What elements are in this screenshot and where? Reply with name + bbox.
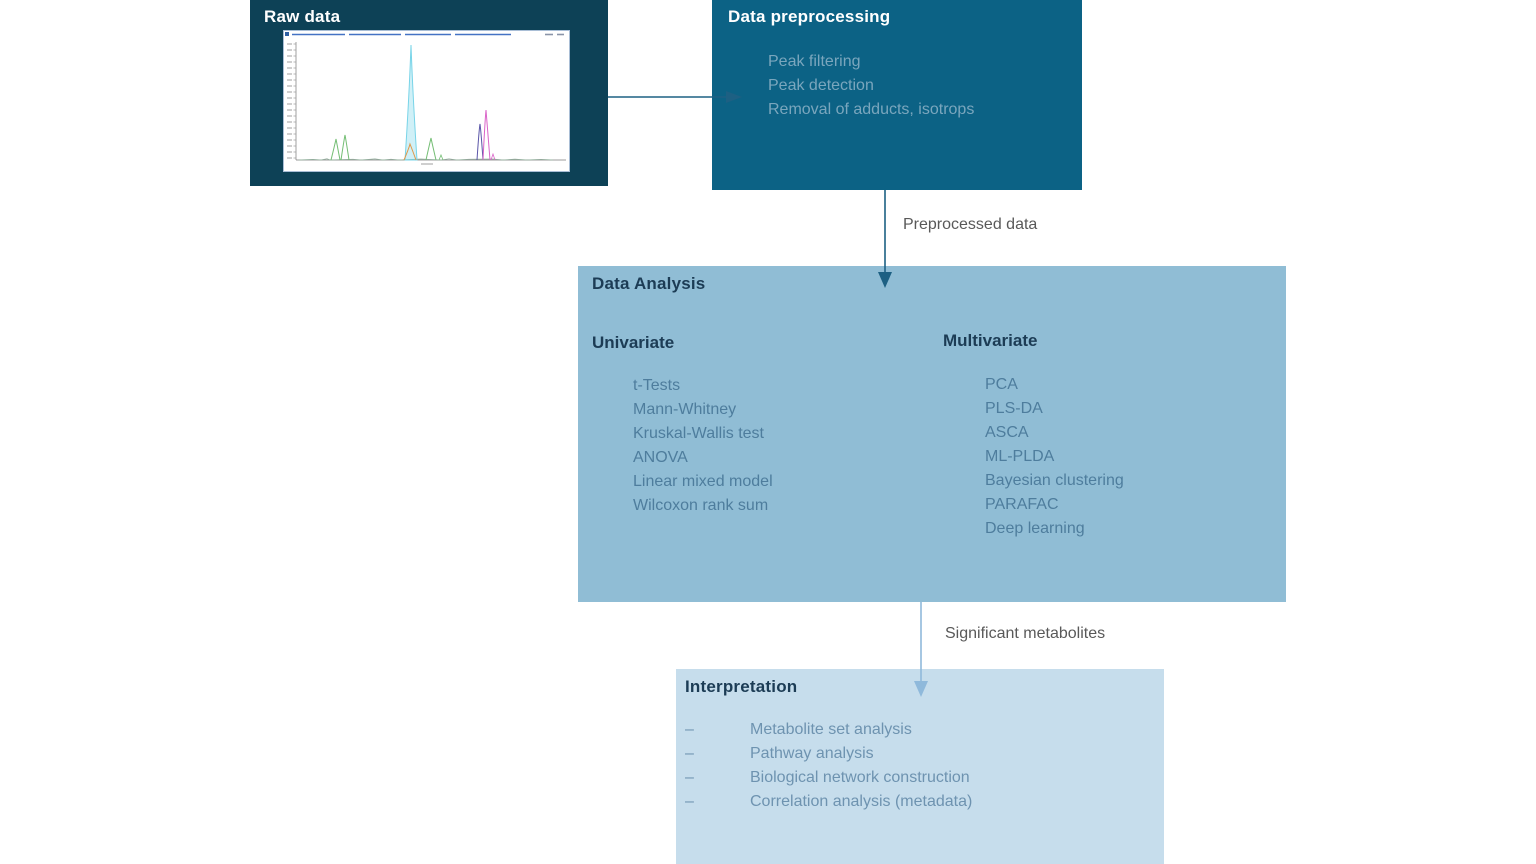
multivariate-method: PCA (985, 376, 1018, 393)
preprocessing-item: Peak detection (768, 77, 874, 94)
raw-data-title: Raw data (264, 7, 341, 26)
interpretation-item-label: Correlation analysis (metadata) (750, 793, 973, 810)
univariate-method: t-Tests (633, 377, 681, 394)
multivariate-method: Bayesian clustering (985, 472, 1124, 489)
significant-metabolites-label: Significant metabolites (945, 625, 1106, 642)
univariate-title: Univariate (592, 333, 675, 352)
dash-bullet: – (685, 769, 694, 786)
preprocessing-item-list (768, 50, 974, 122)
data-analysis-box (578, 266, 1286, 602)
univariate-method: Linear mixed model (633, 473, 773, 490)
multivariate-method: Deep learning (985, 520, 1085, 537)
multivariate-method: ASCA (985, 424, 1029, 441)
interpretation-item (676, 718, 972, 742)
preprocessing-item: Removal of adducts, isotrops (768, 101, 975, 118)
preprocessing-item: Peak filtering (768, 53, 861, 70)
data-preprocessing-box (712, 0, 1082, 190)
univariate-method: Wilcoxon rank sum (633, 497, 769, 514)
interpretation-item-label: Biological network construction (750, 769, 970, 786)
interpretation-item (676, 742, 972, 766)
univariate-method: Kruskal-Wallis test (633, 425, 764, 442)
multivariate-title: Multivariate (943, 331, 1038, 350)
interpretation-item (676, 766, 972, 790)
dash-bullet: – (685, 721, 694, 738)
dash-bullet: – (685, 793, 694, 810)
multivariate-method: PARAFAC (985, 496, 1059, 513)
multivariate-method-list (985, 373, 1124, 541)
interpretation-item (676, 790, 972, 814)
interpretation-item-label: Pathway analysis (750, 745, 874, 762)
raw-data-box (250, 0, 608, 186)
interpretation-box (676, 669, 1164, 864)
multivariate-method: PLS-DA (985, 400, 1043, 417)
chromatogram-image (283, 30, 570, 172)
univariate-method-list (633, 374, 773, 518)
dash-bullet: – (685, 745, 694, 762)
univariate-method: ANOVA (633, 449, 688, 466)
interpretation-item-list (676, 718, 972, 814)
univariate-method: Mann-Whitney (633, 401, 737, 418)
chromatogram-svg (283, 30, 570, 172)
preprocessed-data-label: Preprocessed data (903, 216, 1038, 233)
data-preprocessing-title: Data preprocessing (728, 7, 891, 26)
data-analysis-title: Data Analysis (592, 274, 706, 293)
interpretation-title: Interpretation (685, 677, 798, 696)
interpretation-item-label: Metabolite set analysis (750, 721, 912, 738)
multivariate-method: ML-PLDA (985, 448, 1055, 465)
